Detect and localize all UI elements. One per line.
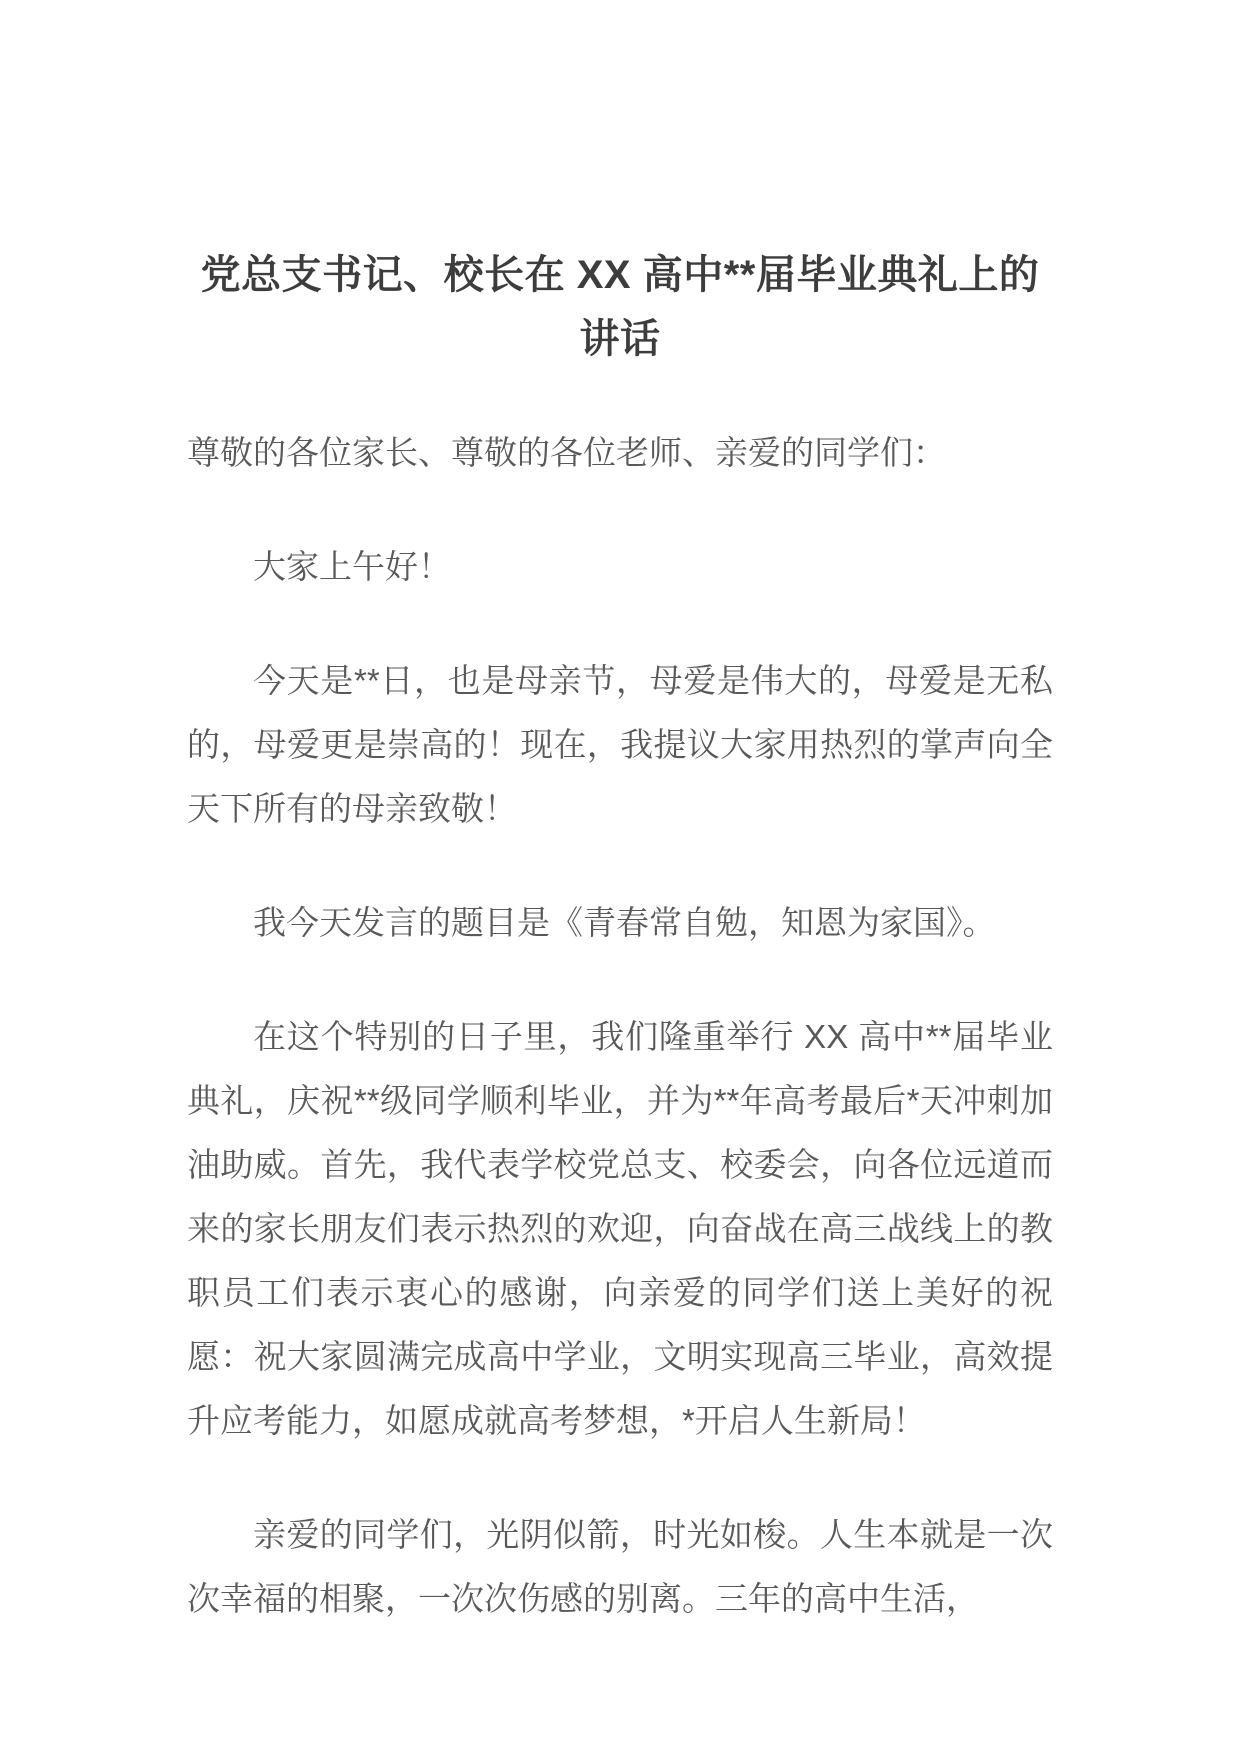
paragraph-mothers-day: 今天是**日，也是母亲节，母爱是伟大的，母爱是无私的，母爱更是崇高的！现在，我提议大家用热烈的掌声向全天下所有的母亲致敬！ bbox=[187, 662, 1053, 827]
paragraph-speech-topic: 我今天发言的题目是《青春常自勉，知恩为家国》。 bbox=[253, 904, 996, 941]
paragraph-ceremony-welcome: 在这个特别的日子里，我们隆重举行 XX 高中**届毕业典礼，庆祝**级同学顺利毕业，并为**年高考最后*天冲刺加油助威。首先，我代表学校党总支、校委会，向各位远道而来的家长朋友们表示热烈的欢迎，向奋战在高三战线上的教职员工们表示衷心的感谢，向亲爱的同学们送上美好的祝愿：祝大家圆满完成高中学业，文明实现高三毕业，高效提升应考能力，如愿成就高考梦想，*开启人生新局！ bbox=[187, 1018, 1053, 1439]
document-title: 党总支书记、校长在 XX 高中**届毕业典礼上的讲话 bbox=[200, 253, 1040, 361]
paragraph-salutation: 尊敬的各位家长、尊敬的各位老师、亲爱的同学们： bbox=[187, 434, 946, 471]
paragraph-greeting: 大家上午好！ bbox=[253, 548, 451, 585]
paragraph-time-flies: 亲爱的同学们，光阴似箭，时光如梭。人生本就是一次次幸福的相聚，一次次伤感的别离。三年的高中生活， bbox=[187, 1516, 1053, 1617]
